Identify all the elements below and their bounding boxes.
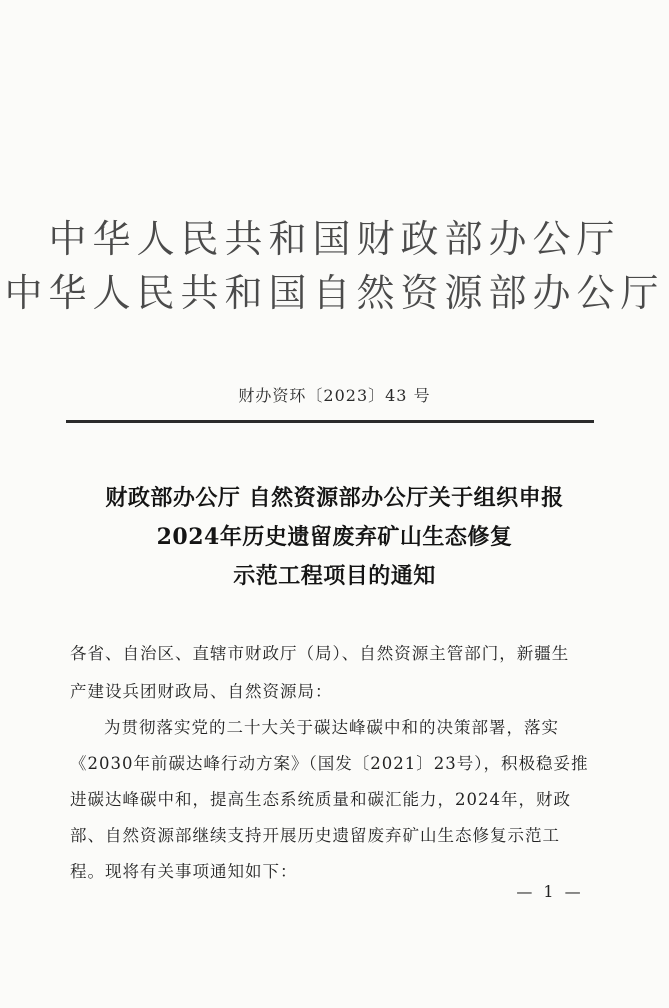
document-title-line-3: 示范工程项目的通知 [233, 563, 436, 589]
document-number: 财办资环〔2023〕43 号 [238, 386, 431, 405]
body-line: 《2030年前碳达峰行动方案》（国发〔2021〕23号），积极稳妥推 [70, 754, 589, 773]
document-title-line-1: 财政部办公厅 自然资源部办公厅关于组织申报 [105, 485, 564, 511]
issuer-ministry-of-natural-resources: 中华人民共和国自然资源部办公厅 [4, 271, 665, 315]
body-line: 产建设兵团财政局、自然资源局： [70, 682, 333, 701]
body-line: 进碳达峰碳中和，提高生态系统质量和碳汇能力，2024年，财政 [70, 790, 571, 809]
document-title-line-2: 2024年历史遗留废弃矿山生态修复 [156, 524, 513, 550]
issuer-ministry-of-finance: 中华人民共和国财政部办公厅 [48, 217, 621, 261]
body-line: 部、自然资源部继续支持开展历史遗留废弃矿山生态修复示范工 [70, 826, 560, 845]
header-divider [66, 420, 594, 423]
body-line: 程。现将有关事项通知如下： [70, 862, 298, 881]
body-line: 为贯彻落实党的二十大关于碳达峰碳中和的决策部署，落实 [104, 718, 559, 737]
body-line: 各省、自治区、直辖市财政厅（局）、自然资源主管部门，新疆生 [70, 644, 570, 663]
page-number: — 1 — [516, 882, 584, 901]
